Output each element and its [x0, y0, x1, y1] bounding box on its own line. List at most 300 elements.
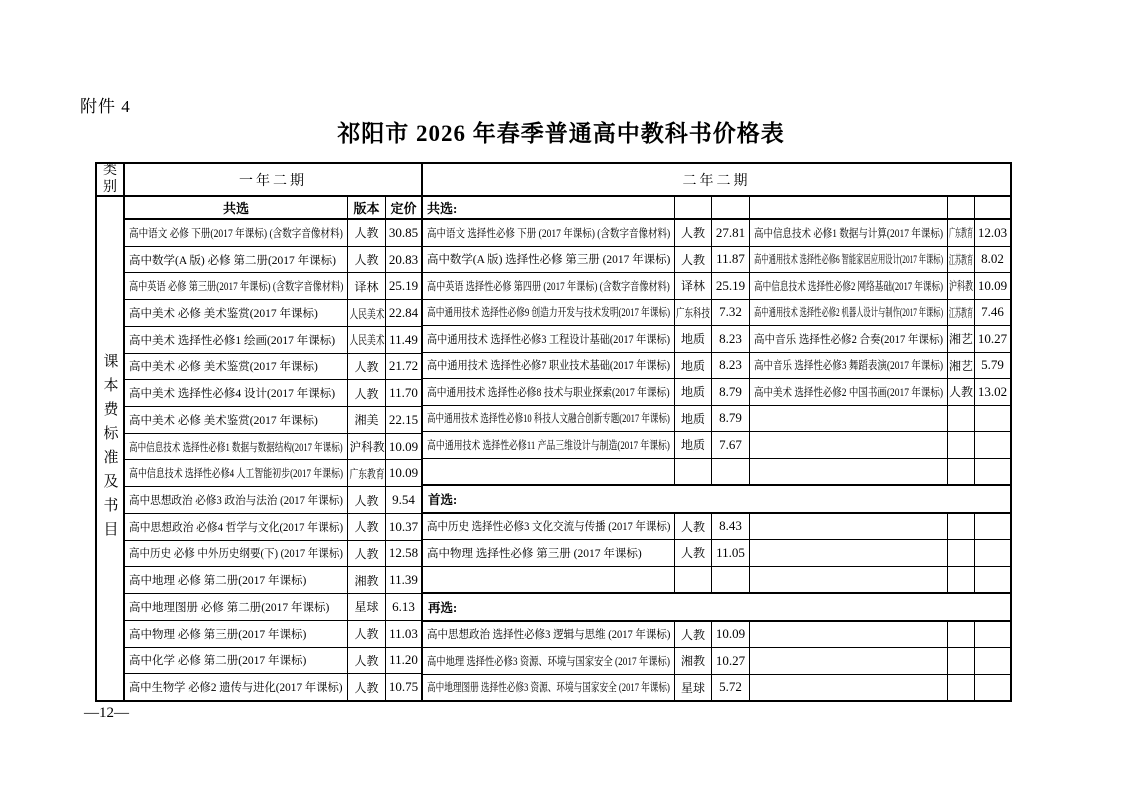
- book-title-cell: [423, 675, 674, 701]
- publisher: 人教: [354, 520, 379, 535]
- price-cell: [385, 567, 421, 593]
- table-row: [125, 593, 421, 620]
- publisher: 星球: [680, 680, 705, 695]
- publisher-cell: [674, 675, 711, 701]
- book-title: 高中物理 必修 第三册(2017 年课标): [129, 628, 307, 641]
- book-title: 高中数学(A 版) 选择性必修 第三册 (2017 年课标): [427, 254, 671, 267]
- book-title-cell: [749, 622, 947, 648]
- publisher-cell: [947, 648, 974, 674]
- price-cell: [711, 353, 749, 379]
- publisher: 广东教育: [349, 466, 385, 481]
- publisher: 广东教育: [949, 226, 974, 241]
- book-title-cell: [749, 406, 947, 432]
- price-cell: [711, 459, 749, 485]
- price: 11.03: [389, 625, 418, 641]
- publisher-cell: [947, 675, 974, 701]
- publisher-cell: [347, 541, 385, 567]
- book-title: 高中通用技术 选择性必修2 机器人设计与制作(2017 年课标): [754, 307, 944, 320]
- table-row: [125, 647, 421, 674]
- book-title-cell: [125, 621, 347, 647]
- book-title-cell: [749, 675, 947, 701]
- book-title-cell: [749, 567, 947, 593]
- publisher: 译林: [354, 279, 379, 294]
- book-title-cell: [125, 407, 347, 433]
- book-title-cell: [423, 326, 674, 352]
- price: 10.75: [388, 679, 419, 695]
- price: 8.79: [719, 383, 742, 399]
- price: 9.54: [392, 492, 415, 508]
- book-title-cell: [749, 247, 947, 273]
- book-title-cell: [125, 300, 347, 326]
- publisher-cell: [347, 300, 385, 326]
- price: 7.32: [719, 304, 742, 320]
- publisher: 人教: [354, 546, 379, 561]
- table-row: [125, 673, 421, 700]
- book-title: 高中通用技术 选择性必修6 智能家居应用设计(2017 年课标): [754, 254, 944, 267]
- publisher: 湘教: [354, 573, 379, 588]
- publisher-cell: [947, 300, 974, 326]
- publisher-cell: [947, 220, 974, 246]
- book-title: 高中通用技术 选择性必修3 工程设计基础(2017 年课标): [427, 333, 671, 346]
- publisher-cell: [347, 273, 385, 299]
- table-row: [125, 326, 421, 353]
- second-year-rows: [423, 220, 1010, 700]
- book-title-cell: [749, 300, 947, 326]
- table-row: [125, 272, 421, 299]
- book-title: 高中语文 选择性必修 下册 (2017 年课标) (含数字音像材料): [427, 227, 671, 240]
- price-cell: [974, 459, 1010, 485]
- publisher: 地质: [680, 332, 705, 347]
- price: 12.58: [388, 545, 419, 561]
- selection-group-label: 首选:: [428, 492, 458, 507]
- book-title-cell: [423, 406, 674, 432]
- publisher-cell: [947, 567, 974, 593]
- book-title-cell: [423, 622, 674, 648]
- price: 25.19: [715, 277, 746, 293]
- table-row: [125, 486, 421, 513]
- book-title: 高中音乐 选择性必修3 舞蹈表演(2017 年课标): [754, 360, 944, 373]
- book-title: 高中地理图册 必修 第二册(2017 年课标): [129, 601, 330, 614]
- price: 11.49: [389, 331, 418, 347]
- price-cell: [711, 300, 749, 326]
- price: 8.23: [719, 330, 742, 346]
- book-title-cell: [423, 432, 674, 458]
- book-title: 高中通用技术 选择性必修10 科技人文融合创新专题(2017 年课标): [427, 413, 670, 426]
- book-title-cell: [749, 273, 947, 299]
- book-title: 高中语文 必修 下册(2017 年课标) (含数字音像材料): [129, 227, 343, 240]
- category-column: [97, 164, 125, 700]
- table-row: [125, 540, 421, 567]
- publisher: 人教: [949, 385, 974, 400]
- section-first-year: [125, 164, 423, 700]
- book-title: 高中通用技术 选择性必修8 技术与职业探索(2017 年课标): [427, 386, 670, 399]
- book-title: 高中美术 必修 美术鉴赏(2017 年课标): [129, 414, 318, 427]
- price-cell: [385, 594, 421, 620]
- table-row: [125, 406, 421, 433]
- book-title-cell: [125, 487, 347, 513]
- publisher-cell: [674, 514, 711, 540]
- book-title: 高中地理图册 选择性必修3 资源、环境与国家安全 (2017 年课标): [427, 682, 670, 695]
- book-title-cell: [125, 247, 347, 273]
- book-title-cell: [423, 353, 674, 379]
- price: 22.15: [388, 411, 419, 427]
- publisher: 人教: [354, 653, 379, 668]
- price-cell: [974, 273, 1010, 299]
- publisher: 星球: [354, 600, 379, 615]
- publisher: 沪科教: [349, 440, 385, 455]
- price-cell: [974, 432, 1010, 458]
- table-row: [423, 405, 1010, 432]
- second-year-column-headers: [423, 197, 1010, 220]
- publisher: 江苏教育: [949, 252, 974, 267]
- book-title: 高中美术 必修 美术鉴赏(2017 年课标): [129, 308, 318, 321]
- publisher: 湘艺: [949, 358, 974, 373]
- table-row: [423, 352, 1010, 379]
- price-cell: [385, 247, 421, 273]
- price-cell: [974, 648, 1010, 674]
- table-row: [423, 539, 1010, 566]
- publisher-cell: [674, 459, 711, 485]
- publisher-cell: [674, 379, 711, 405]
- price-cell: [711, 432, 749, 458]
- table-row: [423, 246, 1010, 273]
- book-title: 高中音乐 选择性必修2 合奏(2017 年课标): [754, 333, 944, 346]
- price: 20.83: [388, 251, 419, 267]
- table-row: [423, 220, 1010, 246]
- table-row: [423, 566, 1010, 593]
- book-title: 高中英语 选择性必修 第四册 (2017 年课标) (含数字音像材料): [427, 280, 670, 293]
- price: 22.84: [388, 305, 419, 321]
- publisher-cell: [347, 567, 385, 593]
- price: 21.72: [388, 358, 419, 374]
- publisher-cell: [947, 432, 974, 458]
- price: 7.67: [719, 436, 742, 452]
- publisher: 人教: [354, 359, 379, 374]
- category-header: 类别: [97, 164, 123, 197]
- publisher: 湘美: [354, 413, 379, 428]
- column-header-book: 共选: [222, 201, 249, 216]
- book-title: 高中化学 必修 第二册(2017 年课标): [129, 655, 307, 668]
- price-cell: [711, 648, 749, 674]
- column-header-common-selection: 共选:: [427, 201, 458, 216]
- book-title-cell: [125, 541, 347, 567]
- table-row: [125, 566, 421, 593]
- book-title-cell: [423, 379, 674, 405]
- publisher-cell: [347, 380, 385, 406]
- price: 10.09: [715, 626, 746, 642]
- publisher-cell: [674, 540, 711, 566]
- price: 8.23: [719, 357, 742, 373]
- publisher: 广东科技: [676, 305, 711, 320]
- selection-group-row: [423, 484, 1010, 514]
- book-title-cell: [423, 247, 674, 273]
- publisher-cell: [947, 326, 974, 352]
- publisher: 人民美术: [349, 333, 385, 348]
- publisher: 人民美术: [349, 306, 385, 321]
- publisher: 地质: [680, 411, 705, 426]
- price: 11.70: [389, 385, 418, 401]
- price-cell: [711, 406, 749, 432]
- price-cell: [974, 220, 1010, 246]
- publisher-cell: [674, 406, 711, 432]
- book-title-cell: [125, 514, 347, 540]
- book-title: 高中信息技术 选择性必修4 人工智能初步(2017 年课标): [129, 468, 344, 481]
- book-title: 高中美术 选择性必修2 中国书画(2017 年课标): [754, 386, 944, 399]
- book-title-cell: [749, 648, 947, 674]
- column-header-empty: [711, 197, 749, 218]
- publisher: 地质: [680, 358, 705, 373]
- table-row: [423, 272, 1010, 299]
- publisher-cell: [674, 300, 711, 326]
- publisher: 人教: [680, 252, 705, 267]
- column-header-empty: [947, 197, 974, 218]
- price-cell: [711, 326, 749, 352]
- table-row: [125, 379, 421, 406]
- price: 5.72: [719, 679, 742, 695]
- book-title-cell: [749, 459, 947, 485]
- page-title: 祁阳市 2026 年春季普通高中教科书价格表: [337, 121, 785, 146]
- table-row: [423, 325, 1010, 352]
- table-row: [125, 513, 421, 540]
- book-title: 高中数学(A 版) 必修 第二册(2017 年课标): [129, 254, 336, 267]
- category-body: [97, 197, 123, 700]
- book-title: 高中通用技术 选择性必修7 职业技术基础(2017 年课标): [427, 360, 671, 373]
- publisher: 地质: [680, 385, 705, 400]
- publisher-cell: [674, 567, 711, 593]
- price-cell: [974, 406, 1010, 432]
- publisher: 沪科教: [949, 279, 974, 294]
- publisher: 人教: [680, 546, 705, 561]
- price-cell: [711, 273, 749, 299]
- price: 27.81: [715, 224, 746, 240]
- price-cell: [385, 220, 421, 246]
- price-cell: [974, 622, 1010, 648]
- first-year-period-header: 一年二期: [125, 164, 421, 197]
- publisher-cell: [947, 514, 974, 540]
- publisher-cell: [347, 594, 385, 620]
- table-row: [125, 459, 421, 486]
- publisher-cell: [947, 622, 974, 648]
- book-title: 高中思想政治 必修4 哲学与文化(2017 年课标): [129, 521, 344, 534]
- table-row: [125, 299, 421, 326]
- book-title-cell: [749, 353, 947, 379]
- price: 8.43: [719, 518, 742, 534]
- book-title-cell: [125, 674, 347, 700]
- price-cell: [385, 327, 421, 353]
- publisher: 人教: [354, 680, 379, 695]
- book-title: 高中生物学 必修2 遗传与进化(2017 年课标): [129, 682, 343, 695]
- publisher: 湘教: [680, 654, 705, 669]
- book-title-cell: [125, 567, 347, 593]
- price: 30.85: [388, 224, 419, 240]
- price-cell: [974, 675, 1010, 701]
- book-title: 高中信息技术 选择性必修2 网络基础(2017 年课标): [754, 280, 944, 293]
- book-title: 高中通用技术 选择性必修11 产品三维设计与制造(2017 年课标): [427, 439, 670, 452]
- price: 12.03: [977, 224, 1008, 240]
- publisher: 人教: [354, 226, 379, 241]
- publisher-cell: [674, 432, 711, 458]
- table-row: [423, 514, 1010, 540]
- book-title-cell: [125, 648, 347, 674]
- first-year-column-headers: [125, 197, 421, 220]
- price: 10.37: [388, 518, 419, 534]
- price: 10.27: [977, 330, 1008, 346]
- book-title-cell: [749, 220, 947, 246]
- book-title-cell: [749, 540, 947, 566]
- price-cell: [385, 514, 421, 540]
- publisher: 人教: [680, 627, 705, 642]
- book-title-cell: [125, 273, 347, 299]
- publisher-cell: [347, 327, 385, 353]
- price: 7.46: [981, 304, 1004, 320]
- publisher-cell: [347, 648, 385, 674]
- price-cell: [711, 675, 749, 701]
- price-cell: [385, 674, 421, 700]
- price: 10.27: [715, 652, 746, 668]
- publisher-cell: [347, 354, 385, 380]
- book-title-cell: [749, 514, 947, 540]
- price-cell: [711, 622, 749, 648]
- publisher-cell: [947, 353, 974, 379]
- table-row: [125, 353, 421, 380]
- book-title: 高中信息技术 必修1 数据与计算(2017 年课标): [754, 227, 944, 240]
- book-title: 高中通用技术 选择性必修9 创造力开发与技术发明(2017 年课标): [427, 307, 671, 320]
- column-header-empty: [974, 197, 1010, 218]
- book-title-cell: [423, 220, 674, 246]
- price-cell: [385, 300, 421, 326]
- publisher-cell: [947, 273, 974, 299]
- table-row: [423, 299, 1010, 326]
- price: 11.39: [389, 572, 418, 588]
- publisher-cell: [347, 674, 385, 700]
- publisher: 地质: [680, 438, 705, 453]
- price-cell: [974, 326, 1010, 352]
- column-header-empty: [749, 197, 947, 218]
- book-title-cell: [423, 273, 674, 299]
- table-row: [423, 431, 1010, 458]
- price-cell: [974, 379, 1010, 405]
- publisher: 译林: [680, 279, 705, 294]
- price-cell: [974, 540, 1010, 566]
- publisher: 人教: [354, 386, 379, 401]
- publisher-cell: [674, 648, 711, 674]
- publisher-cell: [347, 621, 385, 647]
- price-cell: [385, 407, 421, 433]
- publisher-cell: [947, 379, 974, 405]
- publisher-cell: [347, 220, 385, 246]
- price-cell: [385, 648, 421, 674]
- price-cell: [385, 487, 421, 513]
- book-title: 高中信息技术 选择性必修1 数据与数据结构(2017 年课标): [129, 441, 343, 454]
- book-title: 高中地理 选择性必修3 资源、环境与国家安全 (2017 年课标): [427, 655, 670, 668]
- selection-group-row: [423, 592, 1010, 622]
- publisher-cell: [347, 434, 385, 460]
- price: 6.13: [392, 598, 415, 614]
- book-title-cell: [423, 540, 674, 566]
- price-cell: [974, 247, 1010, 273]
- publisher-cell: [674, 353, 711, 379]
- table-row: [423, 622, 1010, 648]
- book-title-cell: [125, 220, 347, 246]
- page-number: —12—: [84, 705, 129, 721]
- price-cell: [711, 379, 749, 405]
- price-cell: [385, 460, 421, 486]
- price-cell: [974, 353, 1010, 379]
- publisher-cell: [674, 247, 711, 273]
- table-row: [423, 458, 1010, 485]
- price: 13.02: [977, 383, 1008, 399]
- price-cell: [711, 247, 749, 273]
- book-title-cell: [423, 514, 674, 540]
- book-title-cell: [423, 300, 674, 326]
- publisher-cell: [347, 247, 385, 273]
- book-title: 高中英语 必修 第三册(2017 年课标) (含数字音像材料): [129, 281, 344, 294]
- publisher-cell: [347, 487, 385, 513]
- book-title-cell: [125, 354, 347, 380]
- price-cell: [711, 514, 749, 540]
- category-body-label: 课本费标准及书目: [101, 352, 118, 545]
- table-row: [423, 378, 1010, 405]
- price-cell: [974, 514, 1010, 540]
- book-title: 高中美术 选择性必修4 设计(2017 年课标): [129, 388, 336, 401]
- book-title-cell: [423, 459, 674, 485]
- price: 25.19: [388, 278, 419, 294]
- book-title: 高中地理 必修 第二册(2017 年课标): [129, 575, 307, 588]
- price-cell: [974, 300, 1010, 326]
- book-title-cell: [125, 594, 347, 620]
- price-cell: [385, 621, 421, 647]
- publisher-cell: [674, 622, 711, 648]
- publisher-cell: [347, 514, 385, 540]
- price-cell: [711, 567, 749, 593]
- first-year-rows: [125, 220, 421, 700]
- price: 5.79: [981, 357, 1004, 373]
- price-cell: [385, 354, 421, 380]
- publisher-cell: [947, 540, 974, 566]
- table-row: [125, 246, 421, 273]
- section-second-year: [423, 164, 1010, 700]
- publisher-cell: [347, 460, 385, 486]
- table-row: [125, 433, 421, 460]
- price-cell: [711, 220, 749, 246]
- book-title: 高中思想政治 必修3 政治与法治 (2017 年课标): [129, 495, 343, 508]
- publisher-cell: [947, 459, 974, 485]
- publisher: 人教: [680, 226, 705, 241]
- book-title-cell: [749, 379, 947, 405]
- publisher-cell: [674, 326, 711, 352]
- table-row: [125, 220, 421, 246]
- publisher-cell: [947, 247, 974, 273]
- price-cell: [385, 380, 421, 406]
- book-title-cell: [749, 432, 947, 458]
- price-cell: [711, 540, 749, 566]
- table-row: [423, 674, 1010, 701]
- book-title: 高中物理 选择性必修 第三册 (2017 年课标): [427, 547, 642, 560]
- price: 11.20: [389, 652, 418, 668]
- price-cell: [385, 541, 421, 567]
- publisher-cell: [947, 406, 974, 432]
- book-title: 高中历史 必修 中外历史纲要(下) (2017 年课标): [129, 548, 343, 561]
- book-title-cell: [125, 434, 347, 460]
- book-title: 高中思想政治 选择性必修3 逻辑与思维 (2017 年课标): [427, 629, 671, 642]
- price-cell: [385, 434, 421, 460]
- publisher: 人教: [680, 519, 705, 534]
- book-title-cell: [125, 460, 347, 486]
- book-title: 高中美术 必修 美术鉴赏(2017 年课标): [129, 361, 318, 374]
- price: 10.09: [977, 277, 1008, 293]
- book-title-cell: [423, 648, 674, 674]
- publisher: 江苏教育: [949, 305, 974, 320]
